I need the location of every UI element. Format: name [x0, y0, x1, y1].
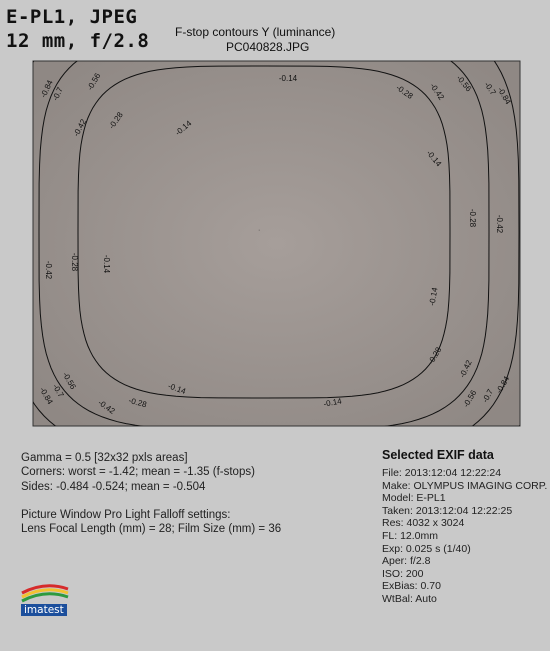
exif-line: ISO: 200 — [382, 567, 424, 580]
contour-label: -0.14 — [278, 74, 298, 83]
contour-label: -0.14 — [166, 381, 187, 396]
gamma-text: Gamma = 0.5 [32x32 pxls areas] — [21, 452, 188, 464]
exif-line: ExBias: 0.70 — [382, 580, 441, 593]
contour-label: -0.7 — [50, 382, 66, 399]
camera-format-title: E-PL1, JPEG — [6, 6, 138, 28]
contour-label: -0.42 — [495, 214, 504, 234]
contour-label: -0.28 — [127, 395, 148, 410]
contour-label: -0.14 — [173, 118, 194, 138]
imatest-logo — [20, 583, 70, 617]
contour-label: -0.14 — [424, 148, 444, 169]
contour-label: -0.42 — [457, 358, 474, 380]
contour-label: -0.56 — [85, 71, 103, 92]
contour-label: -0.42 — [96, 398, 117, 416]
pw-settings-values: Lens Focal Length (mm) = 28; Film Size (mm) = 36 — [21, 523, 282, 535]
sides-text: Sides: -0.484 -0.524; mean = -0.504 — [21, 481, 206, 493]
pw-settings-title: Picture Window Pro Light Falloff settings: — [21, 509, 231, 521]
plot-area — [33, 61, 520, 426]
contour-label: -0.42 — [428, 81, 446, 102]
lens-settings-title: 12 mm, f/2.8 — [6, 30, 150, 52]
contour-label: -0.84 — [38, 78, 55, 100]
contour-label: -0.7 — [50, 85, 65, 103]
plot-title: F-stop contours Y (luminance) — [175, 25, 336, 39]
contour-label: -0.14 — [102, 254, 111, 274]
file-name-label: PC040828.JPG — [226, 40, 310, 54]
contour-label: -0.84 — [494, 374, 512, 395]
contour-label: -0.56 — [454, 73, 474, 94]
exif-line: WtBal: Auto — [382, 592, 437, 605]
contour-label: -0.28 — [468, 208, 477, 228]
exif-line: Model: E-PL1 — [382, 492, 446, 505]
contour-label: -0.28 — [426, 345, 444, 366]
contour-label: -0.14 — [427, 286, 440, 307]
exif-line: FL: 12.0mm — [382, 529, 439, 542]
contour-label: -0.42 — [71, 117, 89, 138]
contour-label: -0.14 — [322, 396, 343, 409]
center-marker: · — [258, 227, 261, 234]
exif-line: Exp: 0.025 s (1/40) — [382, 542, 471, 555]
exif-line: Taken: 2013:12:04 12:22:25 — [382, 504, 513, 517]
logo-swoosh-icon — [20, 583, 70, 605]
contour-label: -0.7 — [482, 80, 498, 97]
exif-line: Aper: f/2.8 — [382, 555, 431, 568]
exif-line: File: 2013:12:04 12:22:24 — [382, 467, 502, 479]
contour-label: -0.56 — [461, 388, 479, 409]
contour-label: -0.7 — [480, 387, 496, 405]
contour-label: -0.28 — [70, 252, 79, 272]
exif-line: Make: OLYMPUS IMAGING CORP. — [382, 479, 548, 492]
contour-label: -0.84 — [37, 385, 55, 406]
contour-label: -0.56 — [60, 370, 78, 391]
logo-text: imatest — [21, 604, 67, 616]
exif-list — [382, 467, 550, 606]
exif-line: Res: 4032 x 3024 — [382, 517, 465, 530]
contour-label: -0.28 — [107, 110, 125, 131]
contour-label: -0.42 — [44, 260, 53, 280]
exif-title: Selected EXIF data — [382, 448, 494, 462]
contour-label: -0.84 — [495, 85, 513, 106]
contour-label: -0.28 — [394, 83, 415, 101]
corners-text: Corners: worst = -1.42; mean = -1.35 (f-stops) — [21, 466, 255, 478]
